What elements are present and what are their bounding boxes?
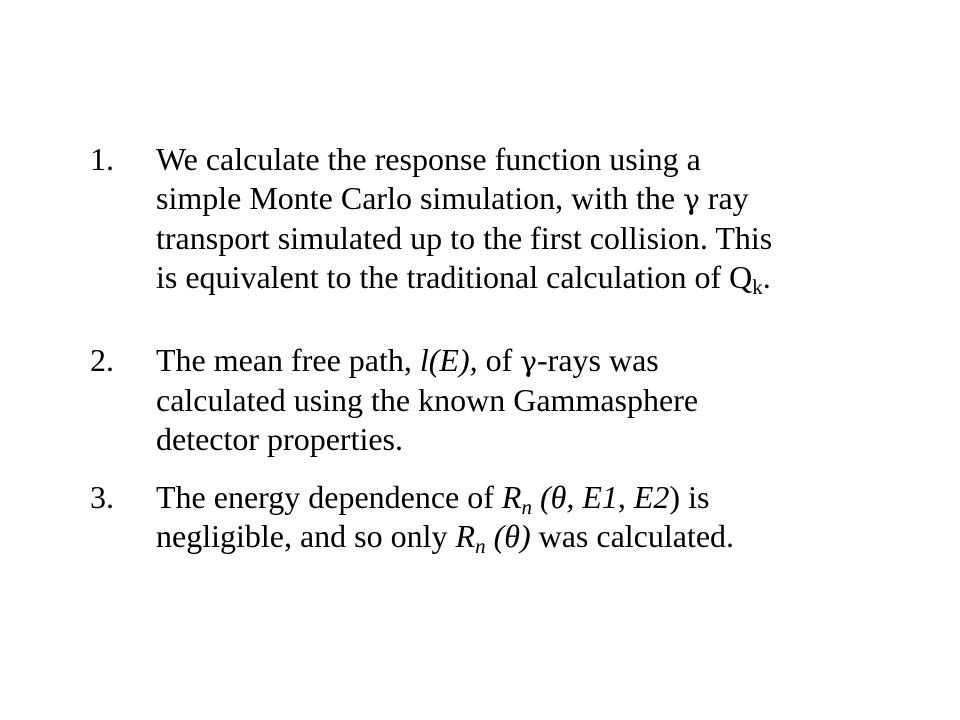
text: ray: [699, 180, 749, 216]
list-item-3: [90, 478, 910, 556]
item-1-line-2: [156, 179, 910, 219]
gamma-symbol: γ: [520, 345, 537, 378]
italic-text: R: [501, 479, 522, 515]
text: calculated using the known Gammasphere: [156, 382, 699, 418]
item-1-line-4: [156, 258, 910, 297]
item-1-line-3: [156, 219, 910, 258]
text: is equivalent to the traditional calculation of Q: [156, 259, 753, 295]
text: of: [477, 342, 521, 378]
item-number: 3.: [90, 479, 114, 515]
text: -rays was: [537, 342, 659, 378]
text: was calculated.: [530, 518, 735, 554]
item-2-line-2: [156, 381, 910, 420]
text: The energy dependence of: [156, 479, 502, 515]
subscript-n: n: [475, 534, 486, 558]
item-1-line-1: [156, 140, 910, 179]
text: We calculate the response function using a: [156, 141, 701, 177]
item-number: 1.: [90, 141, 114, 177]
item-3-line-2: [156, 517, 910, 556]
text: The mean free path,: [156, 342, 420, 378]
text: detector properties.: [156, 421, 403, 457]
item-number: 2.: [90, 342, 114, 378]
list-item-2: [90, 341, 910, 459]
italic-text: (θ, E1, E2: [531, 479, 670, 515]
item-2-line-3: [156, 420, 910, 459]
item-3-line-1: [156, 478, 910, 517]
subscript-k: k: [752, 275, 763, 299]
text: transport simulated up to the first collision. This: [156, 220, 773, 256]
text: ) is: [669, 479, 710, 515]
list-item-1: [90, 140, 910, 297]
subscript-n: n: [521, 495, 532, 519]
italic-text: (θ): [485, 518, 531, 554]
italic-text: R: [455, 518, 476, 554]
text: negligible, and so only: [156, 518, 456, 554]
item-2-line-1: [156, 341, 910, 381]
gamma-symbol: γ: [683, 183, 700, 216]
italic-text: l(E),: [419, 342, 478, 378]
text: simple Monte Carlo simulation, with the: [156, 180, 684, 216]
text: .: [762, 259, 771, 295]
